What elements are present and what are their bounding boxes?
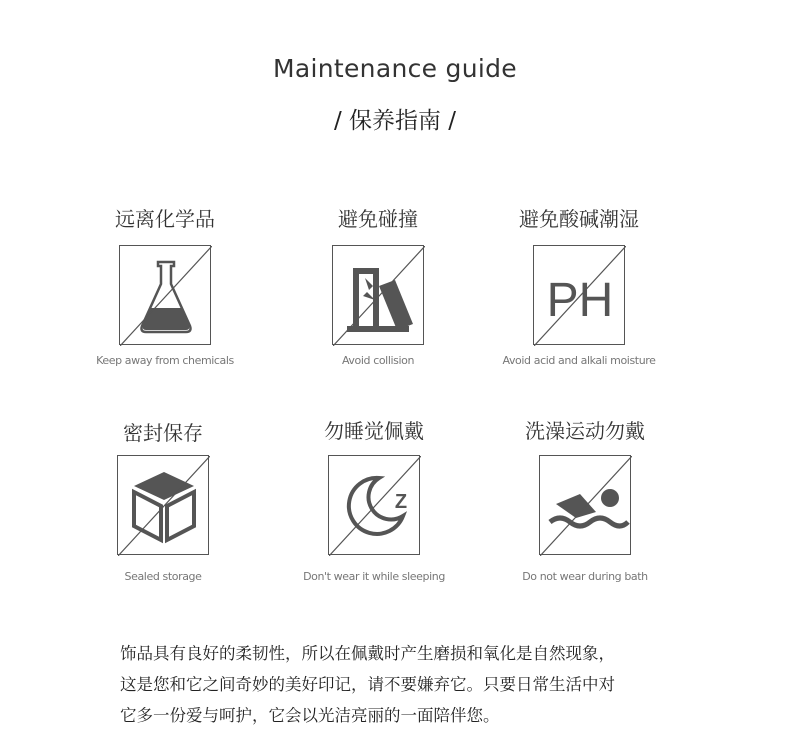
card-caption: Avoid collision	[341, 354, 415, 367]
card-caption: Don't wear it while sleeping	[303, 570, 445, 583]
sleep-z-text: Z	[394, 491, 408, 513]
card-title: 避免酸碱潮湿	[519, 207, 639, 231]
card-caption: Sealed storage	[124, 570, 202, 583]
card-title: 密封保存	[123, 421, 203, 445]
ph-icon-text: PH	[546, 274, 614, 327]
card-title: 避免碰撞	[338, 207, 418, 231]
title-chinese: / 保养指南 /	[333, 108, 457, 134]
paragraph-line: 这是您和它之间奇妙的美好印记，请不要嫌弃它。只要日常生活中对	[120, 675, 615, 694]
ph-icon	[533, 245, 625, 345]
box-icon	[117, 455, 209, 555]
card-no-sleep	[279, 418, 469, 583]
card-caption: Avoid acid and alkali moisture	[502, 354, 656, 367]
card-sealed-storage	[68, 420, 258, 583]
swimmer-icon	[539, 455, 631, 555]
card-title: 洗澡运动勿戴	[525, 419, 645, 443]
card-caption: Do not wear during bath	[522, 570, 648, 583]
care-description	[120, 638, 680, 731]
title-english: Maintenance guide	[273, 54, 517, 83]
card-acid-alkali	[484, 206, 674, 367]
paragraph-line: 饰品具有良好的柔韧性，所以在佩戴时产生磨损和氧化是自然现象，	[120, 644, 615, 663]
card-caption: Keep away from chemicals	[96, 354, 234, 367]
collision-icon	[332, 245, 424, 345]
flask-icon	[119, 245, 211, 345]
paragraph-line: 它多一份爱与呵护，它会以光洁亮丽的一面陪伴您。	[120, 706, 500, 725]
card-title: 远离化学品	[115, 207, 215, 231]
card-title: 勿睡觉佩戴	[324, 419, 424, 443]
card-collision	[283, 206, 473, 367]
moon-sleep-icon	[328, 455, 420, 555]
card-chemicals	[70, 206, 260, 367]
card-no-bath	[490, 418, 680, 583]
